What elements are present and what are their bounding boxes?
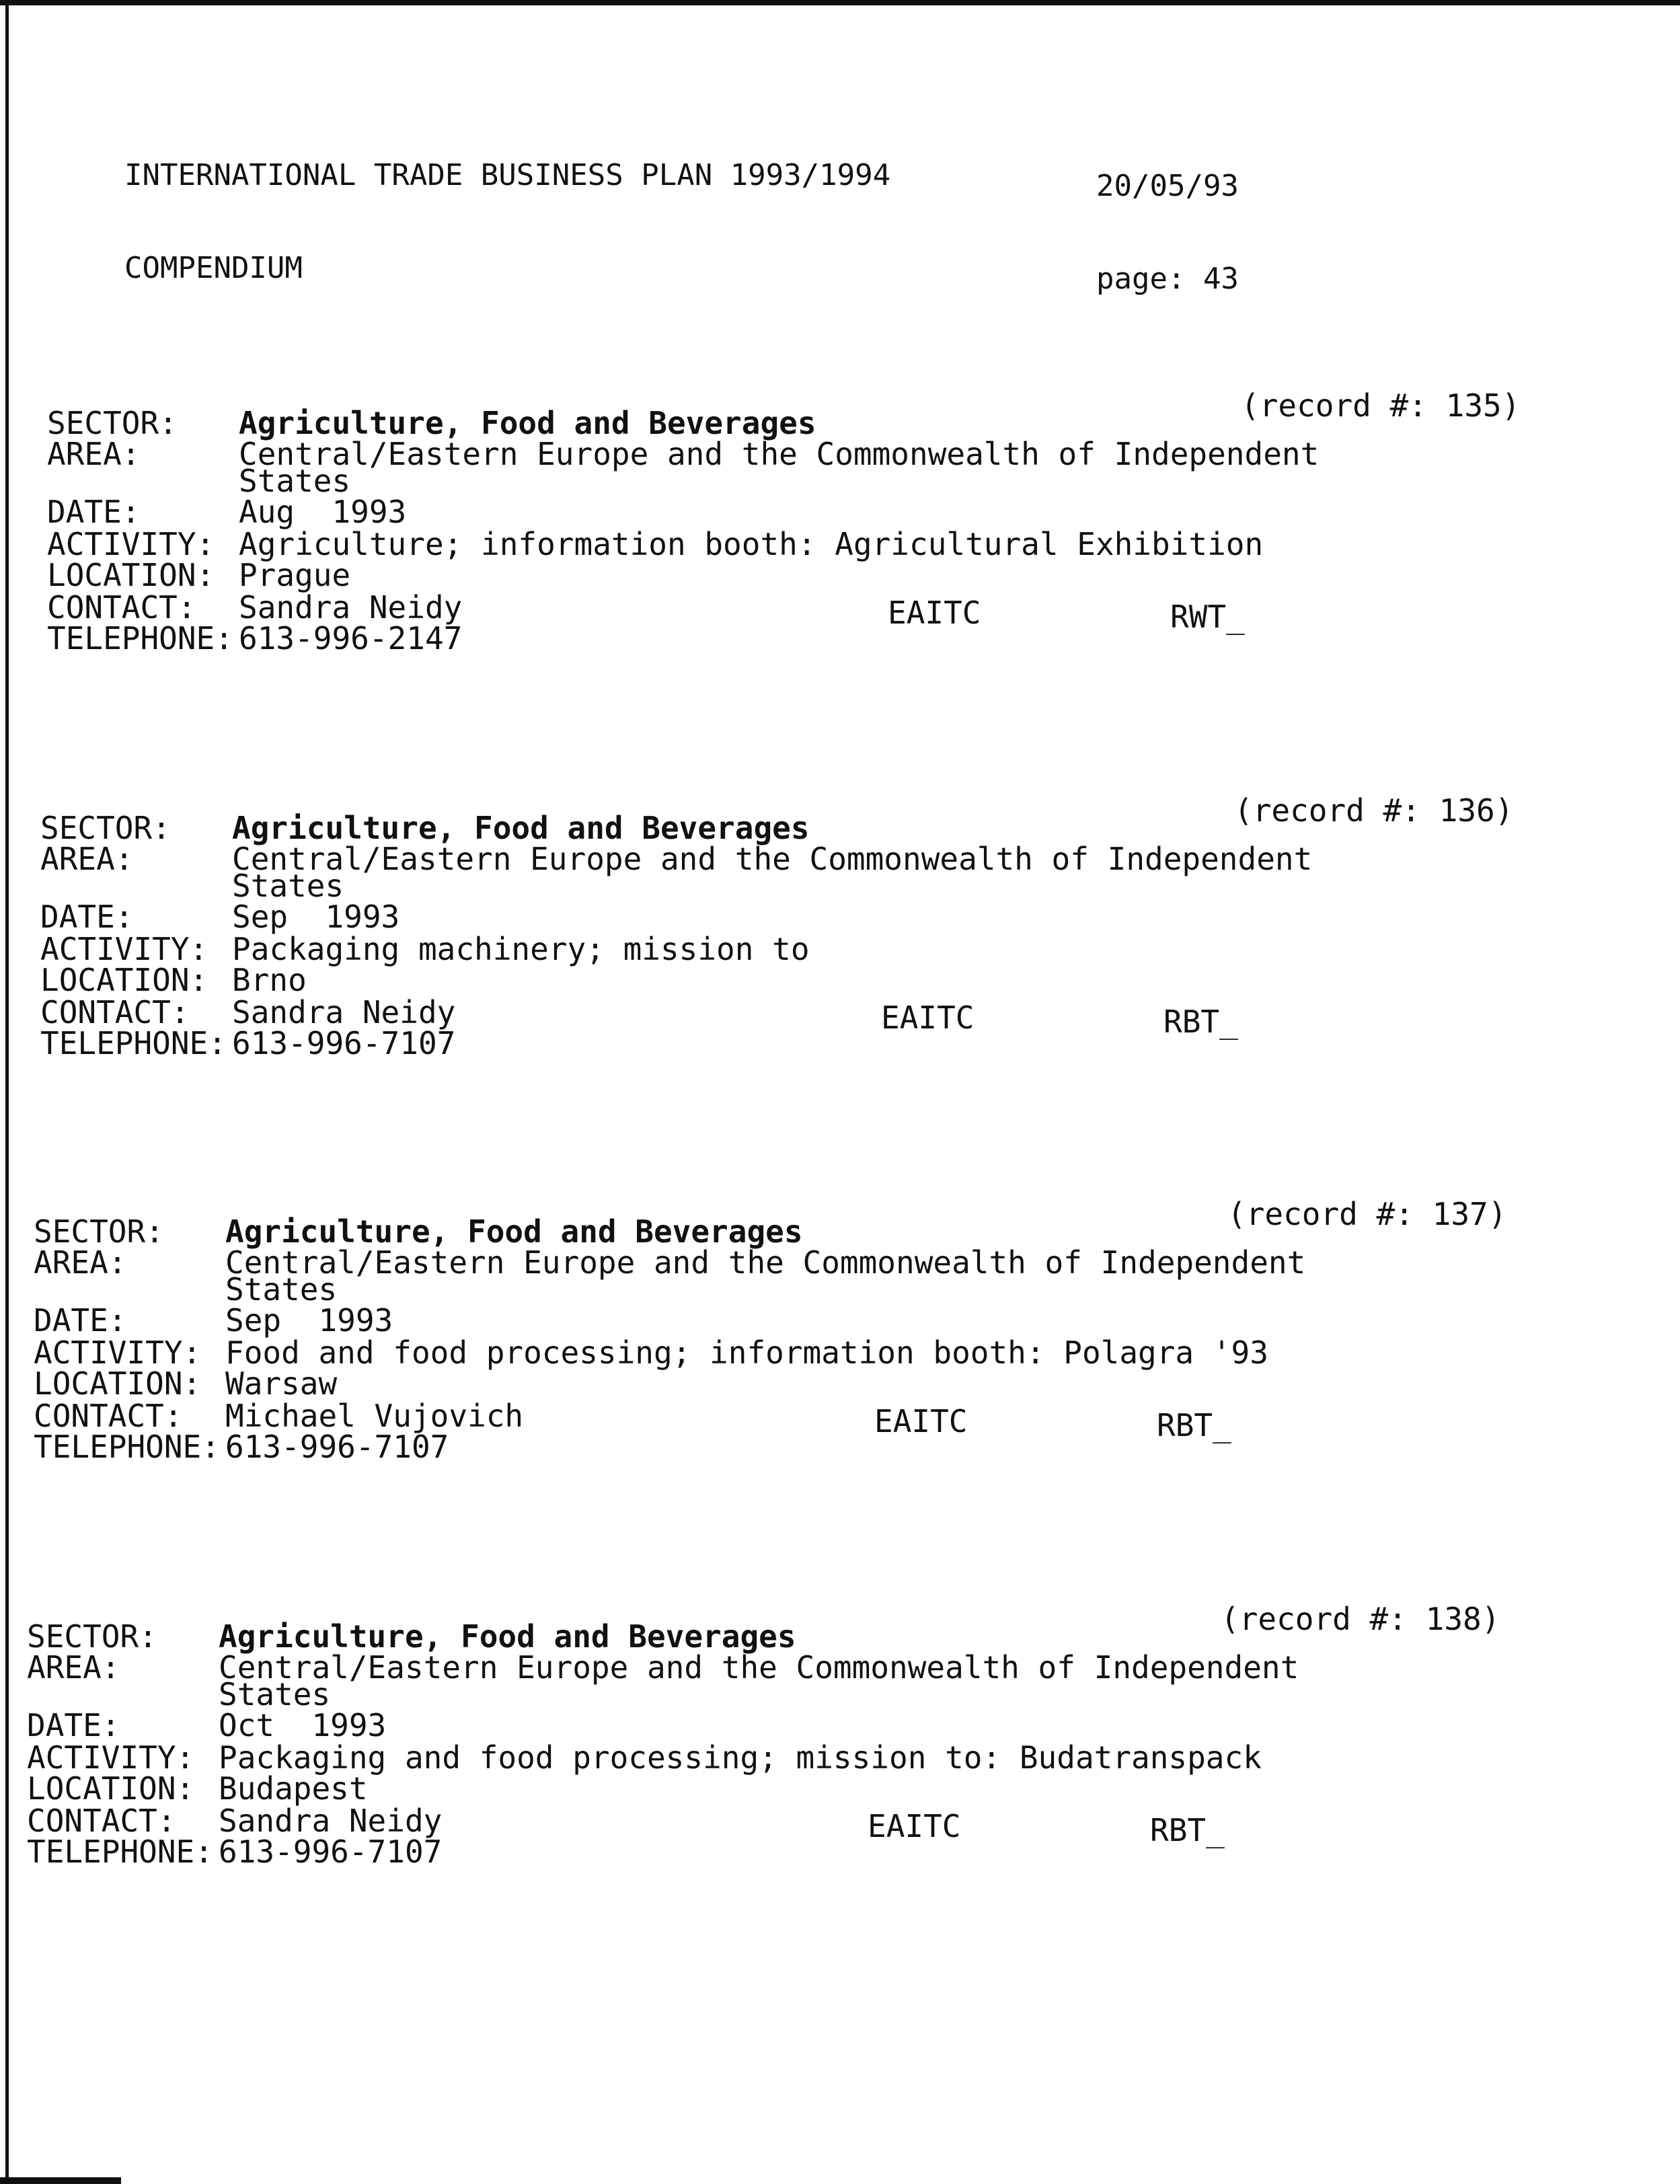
area-label: AREA: (27, 1649, 120, 1686)
date-value: Aug 1993 (239, 494, 407, 530)
area-value-cont: States (219, 1676, 331, 1712)
date-row (34, 1302, 393, 1339)
location-row (40, 962, 307, 998)
contact-value: Sandra Neidy (219, 1803, 443, 1839)
telephone-value: 613-996-7107 (225, 1429, 449, 1465)
location-value: Budapest (219, 1770, 368, 1807)
area-value-cont: States (232, 868, 344, 904)
sector-row (27, 1618, 796, 1655)
location-label: LOCATION: (40, 962, 208, 998)
telephone-value: 613-996-7107 (232, 1025, 456, 1061)
division-value: RBT_ (1163, 1004, 1238, 1040)
area-value-cont: States (239, 463, 351, 499)
contact-label: CONTACT: (47, 589, 196, 626)
contact-row (27, 1803, 443, 1839)
page-edge-top (0, 0, 1680, 5)
date-label: DATE: (34, 1302, 127, 1339)
date-value: Sep 1993 (232, 899, 400, 935)
activity-value: Packaging and food processing; mission to: Budatranspack (219, 1739, 1262, 1776)
area-label: AREA: (47, 436, 141, 472)
page-edge-left (5, 0, 9, 2184)
location-row (34, 1365, 338, 1402)
document-header (124, 98, 890, 315)
activity-row (47, 526, 1264, 562)
location-value: Brno (232, 962, 307, 998)
contact-label: CONTACT: (34, 1398, 183, 1434)
date-row (27, 1707, 387, 1743)
location-label: LOCATION: (34, 1365, 202, 1402)
area-value: Central/Eastern Europe and the Commonwealth of Independent (239, 436, 1320, 472)
date-value: Oct 1993 (219, 1707, 387, 1743)
record-135 (47, 387, 1580, 670)
sector-label: SECTOR: (34, 1213, 164, 1250)
activity-label: ACTIVITY: (47, 526, 215, 562)
sector-row (47, 405, 816, 441)
activity-row (34, 1334, 1268, 1371)
sector-value: Agriculture, Food and Beverages (232, 810, 810, 846)
telephone-value: 613-996-7107 (219, 1834, 443, 1870)
location-value: Prague (239, 557, 351, 593)
area-row (47, 436, 1320, 472)
date-label: DATE: (27, 1707, 120, 1743)
telephone-row (40, 1025, 456, 1061)
area-row (34, 1244, 1306, 1281)
telephone-label: TELEPHONE: (27, 1834, 213, 1870)
page-number: page: 43 (1096, 262, 1239, 296)
location-label: LOCATION: (47, 557, 215, 593)
telephone-row (27, 1834, 443, 1870)
location-value: Warsaw (225, 1365, 338, 1402)
activity-row (40, 931, 810, 967)
location-row (47, 557, 351, 593)
sector-row (34, 1213, 803, 1250)
area-label: AREA: (34, 1244, 127, 1281)
contact-value: Sandra Neidy (232, 994, 456, 1030)
area-row (40, 841, 1313, 877)
activity-label: ACTIVITY: (34, 1334, 202, 1371)
office-value: EAITC (874, 1403, 968, 1439)
record-number: (record #: 135) (1241, 387, 1521, 424)
sector-row (40, 810, 810, 846)
contact-label: CONTACT: (40, 994, 190, 1030)
contact-row (47, 589, 463, 626)
division-value: RBT_ (1150, 1812, 1225, 1848)
sector-label: SECTOR: (27, 1618, 157, 1655)
contact-value: Sandra Neidy (239, 589, 463, 626)
area-value: Central/Eastern Europe and the Commonwealth of Independent (219, 1649, 1299, 1686)
activity-row (27, 1739, 1262, 1776)
record-number: (record #: 137) (1227, 1196, 1507, 1232)
activity-label: ACTIVITY: (40, 931, 208, 967)
sector-label: SECTOR: (40, 810, 171, 846)
telephone-row (34, 1429, 449, 1465)
telephone-label: TELEPHONE: (47, 620, 233, 656)
document-subtitle: COMPENDIUM (124, 251, 303, 285)
record-138 (27, 1601, 1560, 1883)
telephone-row (47, 620, 463, 656)
date-label: DATE: (47, 494, 141, 530)
sector-value: Agriculture, Food and Beverages (239, 405, 816, 441)
sector-value: Agriculture, Food and Beverages (225, 1213, 803, 1250)
date-row (47, 494, 407, 530)
record-136 (40, 792, 1574, 1075)
area-value: Central/Eastern Europe and the Commonwealth of Independent (232, 841, 1313, 877)
location-row (27, 1770, 368, 1807)
contact-label: CONTACT: (27, 1803, 176, 1839)
header-date: 20/05/93 (1096, 169, 1239, 203)
sector-value: Agriculture, Food and Beverages (219, 1618, 796, 1655)
activity-value: Agriculture; information booth: Agricultural Exhibition (239, 526, 1264, 562)
division-value: RWT_ (1170, 599, 1245, 635)
activity-value: Food and food processing; information booth: Polagra '93 (225, 1334, 1268, 1371)
office-value: EAITC (868, 1808, 961, 1844)
page-edge-bottom (0, 2177, 121, 2184)
contact-row (40, 994, 456, 1030)
sector-label: SECTOR: (47, 405, 178, 441)
telephone-value: 613-996-2147 (239, 620, 463, 656)
area-value: Central/Eastern Europe and the Commonwealth of Independent (225, 1244, 1306, 1281)
telephone-label: TELEPHONE: (40, 1025, 227, 1061)
telephone-label: TELEPHONE: (34, 1429, 220, 1465)
area-row (27, 1649, 1299, 1686)
date-row (40, 899, 400, 935)
office-value: EAITC (888, 595, 981, 631)
record-number: (record #: 138) (1221, 1601, 1500, 1637)
header-meta (1096, 109, 1239, 326)
area-value-cont: States (225, 1271, 338, 1308)
office-value: EAITC (881, 1000, 975, 1036)
activity-value: Packaging machinery; mission to (232, 931, 810, 967)
date-label: DATE: (40, 899, 134, 935)
area-label: AREA: (40, 841, 134, 877)
date-value: Sep 1993 (225, 1302, 393, 1339)
contact-value: Michael Vujovich (225, 1398, 524, 1434)
division-value: RBT_ (1157, 1407, 1231, 1443)
activity-label: ACTIVITY: (27, 1739, 195, 1776)
record-137 (34, 1196, 1567, 1478)
contact-row (34, 1398, 524, 1434)
record-number: (record #: 136) (1234, 792, 1514, 829)
location-label: LOCATION: (27, 1770, 195, 1807)
document-title: INTERNATIONAL TRADE BUSINESS PLAN 1993/1994 (124, 158, 891, 192)
